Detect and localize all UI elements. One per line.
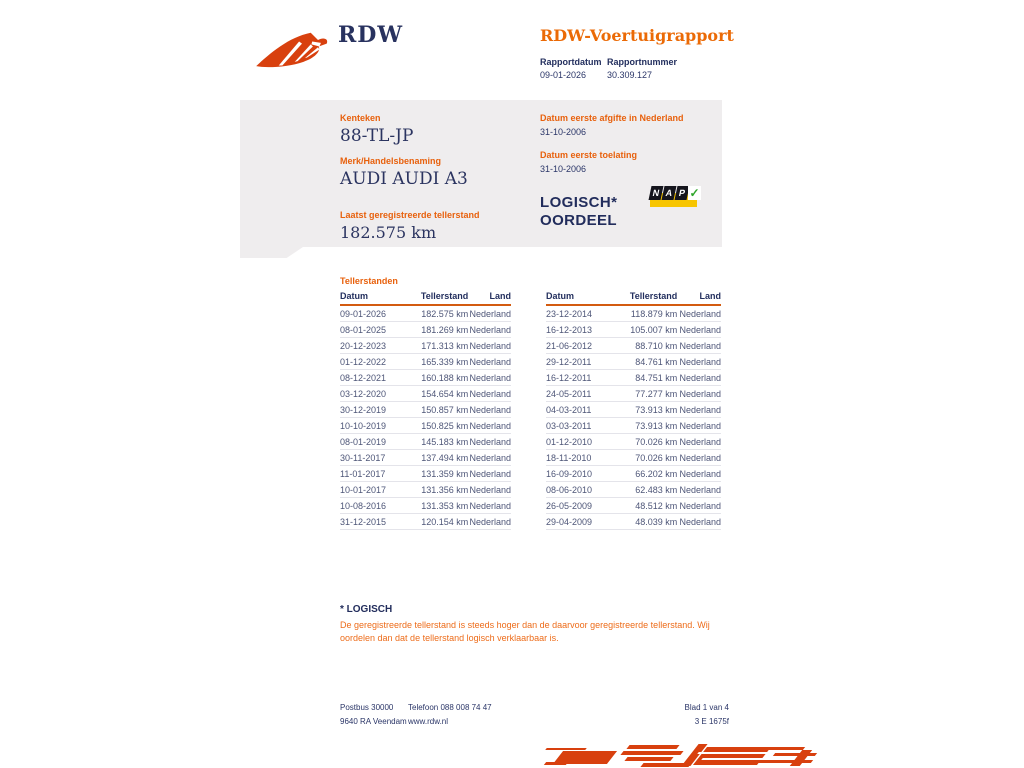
footer-form-code: 3 E 1675f <box>694 717 729 726</box>
last-odometer-value: 182.575 km <box>340 223 437 242</box>
table-row <box>340 305 511 322</box>
last-odometer-block <box>340 210 480 242</box>
footer-city: 9640 RA Veendam <box>340 717 407 726</box>
datum-cell: 11-01-2017 <box>340 466 412 482</box>
land-cell: Nederland <box>468 386 511 402</box>
rdw-feather-logo-icon <box>254 25 334 71</box>
table-row <box>546 386 721 402</box>
eerste-afgifte-value: 31-10-2006 <box>540 127 587 137</box>
report-date-block <box>540 57 602 80</box>
kenteken-value: 88-TL-JP <box>340 126 414 146</box>
table-row <box>340 418 511 434</box>
last-odometer-label: Laatst geregistreerde tellerstand <box>340 210 480 220</box>
merk-label: Merk/Handelsbenaming <box>340 156 442 166</box>
nap-letter-n: N <box>649 186 664 200</box>
datum-cell: 24-05-2011 <box>546 386 620 402</box>
tellerstand-cell: 154.654 km <box>412 386 468 402</box>
land-cell: Nederland <box>677 466 721 482</box>
table-row <box>340 370 511 386</box>
footer-page-number: Blad 1 van 4 <box>684 703 729 712</box>
land-cell: Nederland <box>468 450 511 466</box>
report-number-value: 30.309.127 <box>607 70 653 80</box>
footer-contact <box>408 701 492 729</box>
land-cell: Nederland <box>468 338 511 354</box>
land-cell: Nederland <box>677 514 721 530</box>
table-row <box>546 354 721 370</box>
tellerstand-cell: 73.913 km <box>620 418 678 434</box>
land-cell: Nederland <box>468 418 511 434</box>
nap-letter-a: A <box>662 186 677 200</box>
tellerstand-cell: 62.483 km <box>620 482 678 498</box>
tellerstand-cell: 137.494 km <box>412 450 468 466</box>
tellerstand-cell: 84.761 km <box>620 354 678 370</box>
tellerstand-cell: 84.751 km <box>620 370 678 386</box>
datum-cell: 30-12-2019 <box>340 402 412 418</box>
report-title: RDW-Voertuigrapport <box>540 26 734 45</box>
datum-cell: 29-04-2009 <box>546 514 620 530</box>
column-header-land: Land <box>468 289 511 305</box>
vehicle-summary-panel <box>240 100 722 247</box>
tellerstand-cell: 150.825 km <box>412 418 468 434</box>
datum-cell: 30-11-2017 <box>340 450 412 466</box>
land-cell: Nederland <box>468 434 511 450</box>
report-date-value: 09-01-2026 <box>540 70 587 80</box>
land-cell: Nederland <box>677 482 721 498</box>
tellerstand-cell: 145.183 km <box>412 434 468 450</box>
table-row <box>340 450 511 466</box>
datum-cell: 16-12-2011 <box>546 370 620 386</box>
land-cell: Nederland <box>677 386 721 402</box>
table-row <box>340 498 511 514</box>
nap-logo-icon <box>648 186 700 210</box>
tellerstand-cell: 181.269 km <box>412 322 468 338</box>
eerste-toelating-label: Datum eerste toelating <box>540 150 638 160</box>
table-row <box>340 514 511 530</box>
report-number-label: Rapportnummer <box>607 57 678 67</box>
table-row <box>546 482 721 498</box>
tellerstand-cell: 120.154 km <box>412 514 468 530</box>
land-cell: Nederland <box>677 305 721 322</box>
land-cell: Nederland <box>677 322 721 338</box>
land-cell: Nederland <box>468 514 511 530</box>
tellerstand-cell: 131.353 km <box>412 498 468 514</box>
tellerstand-cell: 182.575 km <box>412 305 468 322</box>
footer-postbus: Postbus 30000 <box>340 703 394 712</box>
land-cell: Nederland <box>468 498 511 514</box>
tellerstand-cell: 131.359 km <box>412 466 468 482</box>
logisch-footnote-text: De geregistreerde tellerstand is steeds hoger dan de daarvoor geregistreerde tellerstand. Wij oordelen dan dat de tellerstand logisch verklaarbaar is. <box>340 620 710 643</box>
oordeel-line2: OORDEEL <box>540 212 617 229</box>
datum-cell: 03-03-2011 <box>546 418 620 434</box>
datum-cell: 26-05-2009 <box>546 498 620 514</box>
datum-cell: 16-12-2013 <box>546 322 620 338</box>
table-row <box>340 466 511 482</box>
table-row <box>546 402 721 418</box>
land-cell: Nederland <box>468 354 511 370</box>
table-row <box>546 418 721 434</box>
tellerstand-cell: 118.879 km <box>620 305 678 322</box>
nap-letter-p: P <box>675 186 690 200</box>
footer-phone: Telefoon 088 008 74 47 <box>408 703 492 712</box>
table-header-row <box>546 289 721 305</box>
table-row <box>340 322 511 338</box>
datum-cell: 10-01-2017 <box>340 482 412 498</box>
tellerstand-cell: 165.339 km <box>412 354 468 370</box>
tellerstand-cell: 131.356 km <box>412 482 468 498</box>
vehicle-identity-block <box>340 113 468 189</box>
tellerstand-cell: 171.313 km <box>412 338 468 354</box>
datum-cell: 08-01-2025 <box>340 322 412 338</box>
table-row <box>546 450 721 466</box>
land-cell: Nederland <box>677 418 721 434</box>
tellerstanden-section-title: Tellerstanden <box>340 276 398 286</box>
datum-cell: 03-12-2020 <box>340 386 412 402</box>
land-cell: Nederland <box>677 434 721 450</box>
tellerstand-cell: 73.913 km <box>620 402 678 418</box>
tellerstand-cell: 150.857 km <box>412 402 468 418</box>
table-row <box>340 402 511 418</box>
datum-cell: 08-12-2021 <box>340 370 412 386</box>
land-cell: Nederland <box>468 402 511 418</box>
registration-dates-block <box>540 113 684 230</box>
oordeel-line1: LOGISCH* <box>540 194 618 211</box>
land-cell: Nederland <box>677 498 721 514</box>
table-row <box>546 434 721 450</box>
table-row <box>340 386 511 402</box>
table-row <box>340 482 511 498</box>
datum-cell: 01-12-2010 <box>546 434 620 450</box>
table-row <box>546 305 721 322</box>
land-cell: Nederland <box>677 450 721 466</box>
land-cell: Nederland <box>677 370 721 386</box>
table-row <box>340 338 511 354</box>
datum-cell: 18-11-2010 <box>546 450 620 466</box>
land-cell: Nederland <box>677 402 721 418</box>
column-header-land: Land <box>677 289 721 305</box>
eerste-afgifte-label: Datum eerste afgifte in Nederland <box>540 113 684 123</box>
tellerstanden-table-right <box>546 289 721 530</box>
tellerstand-cell: 88.710 km <box>620 338 678 354</box>
datum-cell: 09-01-2026 <box>340 305 412 322</box>
column-header-tellerstand: Tellerstand <box>412 289 468 305</box>
datum-cell: 10-08-2016 <box>340 498 412 514</box>
table-header-row <box>340 289 511 305</box>
land-cell: Nederland <box>468 482 511 498</box>
table-row <box>546 370 721 386</box>
report-date-label: Rapportdatum <box>540 57 602 67</box>
table-row <box>340 354 511 370</box>
table-row <box>546 498 721 514</box>
nap-checkmark-icon: ✓ <box>689 186 700 200</box>
logisch-footnote-title: * LOGISCH <box>340 604 393 615</box>
datum-cell: 08-06-2010 <box>546 482 620 498</box>
datum-cell: 23-12-2014 <box>546 305 620 322</box>
tellerstand-cell: 70.026 km <box>620 434 678 450</box>
datum-cell: 21-06-2012 <box>546 338 620 354</box>
column-header-datum: Datum <box>340 289 412 305</box>
column-header-tellerstand: Tellerstand <box>620 289 678 305</box>
land-cell: Nederland <box>468 466 511 482</box>
tellerstand-cell: 48.512 km <box>620 498 678 514</box>
datum-cell: 04-03-2011 <box>546 402 620 418</box>
land-cell: Nederland <box>677 338 721 354</box>
eerste-toelating-value: 31-10-2006 <box>540 164 587 174</box>
footer-address <box>340 701 407 729</box>
land-cell: Nederland <box>677 354 721 370</box>
datum-cell: 29-12-2011 <box>546 354 620 370</box>
datum-cell: 31-12-2015 <box>340 514 412 530</box>
column-header-datum: Datum <box>546 289 620 305</box>
report-number-block <box>607 57 677 80</box>
merk-value: AUDI AUDI A3 <box>340 169 468 189</box>
table-row <box>546 322 721 338</box>
rdw-wordmark: RDW <box>338 22 404 48</box>
land-cell: Nederland <box>468 322 511 338</box>
table-row <box>340 434 511 450</box>
datum-cell: 10-10-2019 <box>340 418 412 434</box>
tellerstand-cell: 160.188 km <box>412 370 468 386</box>
tellerstand-cell: 70.026 km <box>620 450 678 466</box>
footer-website: www.rdw.nl <box>408 717 449 726</box>
footer-paging <box>685 701 729 729</box>
table-row <box>546 466 721 482</box>
datum-cell: 16-09-2010 <box>546 466 620 482</box>
tellerstand-cell: 77.277 km <box>620 386 678 402</box>
table-row <box>546 338 721 354</box>
tellerstand-cell: 48.039 km <box>620 514 678 530</box>
tellerstand-cell: 66.202 km <box>620 466 678 482</box>
land-cell: Nederland <box>468 305 511 322</box>
tellerstanden-table-left <box>340 289 511 530</box>
table-row <box>546 514 721 530</box>
datum-cell: 01-12-2022 <box>340 354 412 370</box>
land-cell: Nederland <box>468 370 511 386</box>
datum-cell: 20-12-2023 <box>340 338 412 354</box>
tellerstand-cell: 105.007 km <box>620 322 678 338</box>
datum-cell: 08-01-2019 <box>340 434 412 450</box>
kenteken-label: Kenteken <box>340 113 381 123</box>
